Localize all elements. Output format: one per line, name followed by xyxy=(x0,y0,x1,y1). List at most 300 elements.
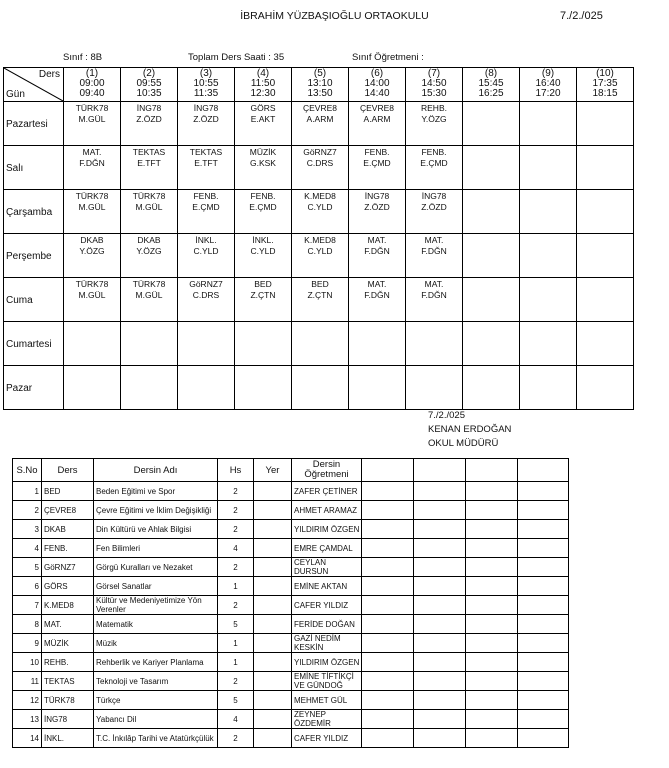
lesson-slot-content xyxy=(406,278,462,321)
day-name: Perşembe xyxy=(6,251,52,262)
lesson-slot xyxy=(349,366,406,410)
empty-cell xyxy=(414,501,466,520)
lesson-slot-content xyxy=(292,366,348,409)
lesson-slot-content xyxy=(406,146,462,189)
empty-cell xyxy=(362,615,414,634)
lesson-teacher: ZAFER ÇETİNER xyxy=(292,482,362,501)
slot-course-code: TEKTAS xyxy=(189,147,223,157)
slot-course-code: MÜZİK xyxy=(249,147,277,157)
empty-cell xyxy=(414,672,466,691)
slot-teacher: A.ARM xyxy=(306,114,334,124)
empty-cell xyxy=(362,520,414,539)
period-number: (10) xyxy=(596,68,614,79)
lesson-slot xyxy=(121,366,178,410)
table-row xyxy=(13,710,569,729)
empty-cell xyxy=(362,634,414,653)
header-empty xyxy=(414,459,466,482)
lesson-code: GÖRS xyxy=(42,577,94,596)
empty-cell xyxy=(466,596,518,615)
lesson-slot xyxy=(349,146,406,190)
lesson-number: 4 xyxy=(13,539,42,558)
lesson-slot-content xyxy=(235,278,291,321)
lesson-teacher: AHMET ARAMAZ xyxy=(292,501,362,520)
lesson-teacher: CEYLAN DURSUN xyxy=(292,558,362,577)
lesson-number: 10 xyxy=(13,653,42,672)
day-row xyxy=(4,190,634,234)
document-date: 7./2./025 xyxy=(560,10,603,22)
lesson-slot xyxy=(577,190,634,234)
header-empty xyxy=(466,459,518,482)
lesson-slot xyxy=(577,278,634,322)
lesson-slot-content xyxy=(64,102,120,145)
signature-date: 7./2./025 xyxy=(428,410,465,421)
lesson-place xyxy=(254,558,292,577)
period-end: 14:40 xyxy=(364,88,390,99)
header-place: Yer xyxy=(254,459,292,482)
day-name-cell xyxy=(4,234,64,278)
slot-teacher: G.KSK xyxy=(250,158,276,168)
lesson-slot xyxy=(178,146,235,190)
lesson-name: Rehberlik ve Kariyer Planlama xyxy=(94,653,218,672)
lesson-slot xyxy=(520,146,577,190)
lesson-slot-content xyxy=(292,146,348,189)
lesson-hours: 1 xyxy=(218,634,254,653)
slot-course-code: İNG78 xyxy=(364,191,390,201)
lesson-slot-content xyxy=(64,234,120,277)
lesson-slot xyxy=(235,102,292,146)
lesson-slot xyxy=(178,102,235,146)
slot-teacher: E.ÇMD xyxy=(363,158,391,168)
lesson-number: 6 xyxy=(13,577,42,596)
lesson-slot xyxy=(64,278,121,322)
day-name-cell xyxy=(4,322,64,366)
total-hours-label: Toplam Ders Saati : 35 xyxy=(188,52,285,63)
empty-cell xyxy=(518,539,569,558)
empty-cell xyxy=(518,501,569,520)
empty-cell xyxy=(362,539,414,558)
principal-name: KENAN ERDOĞAN xyxy=(428,424,512,435)
slot-course-code: FENB. xyxy=(193,191,219,201)
period-cell xyxy=(520,68,576,101)
day-row xyxy=(4,234,634,278)
slot-course-code: TÜRK78 xyxy=(132,191,166,201)
lesson-slot xyxy=(64,190,121,234)
lesson-code: TÜRK78 xyxy=(42,691,94,710)
lesson-slot xyxy=(406,366,463,410)
lesson-slot-content xyxy=(463,234,519,277)
slot-teacher: C.YLD xyxy=(307,202,333,212)
lesson-slot xyxy=(406,278,463,322)
corner-days-label: Gün xyxy=(6,89,25,100)
lesson-slot-content xyxy=(235,366,291,409)
lesson-code: GöRNZ7 xyxy=(42,558,94,577)
period-cell xyxy=(121,68,177,101)
day-name: Pazartesi xyxy=(6,119,48,130)
empty-cell xyxy=(414,596,466,615)
slot-course-code: TÜRK78 xyxy=(75,191,109,201)
lesson-slot xyxy=(577,366,634,410)
day-row xyxy=(4,322,634,366)
lesson-teacher: ZEYNEP ÖZDEMİR xyxy=(292,710,362,729)
lesson-code: BED xyxy=(42,482,94,501)
lesson-code: MÜZİK xyxy=(42,634,94,653)
lesson-name: Yabancı Dil xyxy=(94,710,218,729)
empty-cell xyxy=(414,539,466,558)
slot-teacher: E.TFT xyxy=(137,158,161,168)
empty-cell xyxy=(362,482,414,501)
empty-cell xyxy=(518,691,569,710)
lesson-slot xyxy=(292,234,349,278)
period-start: 10:55 xyxy=(193,78,219,89)
lesson-place xyxy=(254,501,292,520)
empty-cell xyxy=(466,539,518,558)
lesson-hours: 1 xyxy=(218,577,254,596)
day-row xyxy=(4,102,634,146)
lesson-slot xyxy=(349,322,406,366)
timetable-header-row xyxy=(4,68,634,102)
slot-course-code: REHB. xyxy=(421,103,447,113)
lesson-name: T.C. İnkılâp Tarihi ve Atatürkçülük xyxy=(94,729,218,748)
period-cell xyxy=(349,68,405,101)
period-cell xyxy=(235,68,291,101)
empty-cell xyxy=(518,577,569,596)
lesson-slot-content xyxy=(406,234,462,277)
period-number: (6) xyxy=(370,68,384,79)
lesson-slot xyxy=(577,102,634,146)
lesson-slot xyxy=(64,102,121,146)
slot-course-code: FENB. xyxy=(250,191,276,201)
lesson-number: 3 xyxy=(13,520,42,539)
lesson-slot xyxy=(121,190,178,234)
lesson-number: 11 xyxy=(13,672,42,691)
empty-cell xyxy=(414,520,466,539)
slot-course-code: BED xyxy=(254,279,272,289)
period-start: 14:50 xyxy=(421,78,447,89)
empty-cell xyxy=(466,615,518,634)
empty-cell xyxy=(466,482,518,501)
lesson-place xyxy=(254,634,292,653)
empty-cell xyxy=(414,729,466,748)
day-name-cell xyxy=(4,366,64,410)
lesson-name: Matematik xyxy=(94,615,218,634)
slot-teacher: C.YLD xyxy=(250,246,276,256)
lesson-slot xyxy=(64,146,121,190)
empty-cell xyxy=(362,672,414,691)
lesson-slot xyxy=(235,234,292,278)
lesson-slot xyxy=(406,190,463,234)
table-row xyxy=(13,691,569,710)
lesson-slot-content xyxy=(121,322,177,365)
lesson-slot-content xyxy=(121,102,177,145)
lesson-name: Görgü Kuralları ve Nezaket xyxy=(94,558,218,577)
table-row xyxy=(13,634,569,653)
lesson-number: 1 xyxy=(13,482,42,501)
slot-teacher: Z.ÇTN xyxy=(250,290,276,300)
slot-teacher: Z.ÇTN xyxy=(307,290,333,300)
lesson-slot-content xyxy=(349,234,405,277)
lesson-hours: 5 xyxy=(218,615,254,634)
day-cell xyxy=(4,278,63,320)
lesson-code: MAT. xyxy=(42,615,94,634)
period-header xyxy=(235,68,292,102)
day-cell xyxy=(4,366,63,408)
period-end: 11:35 xyxy=(193,88,219,99)
lesson-slot xyxy=(463,322,520,366)
slot-teacher: A.ARM xyxy=(363,114,391,124)
lesson-hours: 2 xyxy=(218,520,254,539)
period-cell xyxy=(463,68,519,101)
day-row xyxy=(4,278,634,322)
timetable-corner xyxy=(4,68,64,102)
lesson-slot-content xyxy=(520,102,576,145)
period-cell xyxy=(577,68,633,101)
lesson-name: Görsel Sanatlar xyxy=(94,577,218,596)
slot-teacher: Z.ÖZD xyxy=(136,114,162,124)
lesson-name: Kültür ve Medeniyetimize Yön Verenler xyxy=(94,596,218,615)
lesson-slot-content xyxy=(64,322,120,365)
slot-teacher: C.DRS xyxy=(306,158,334,168)
lesson-code: ÇEVRE8 xyxy=(42,501,94,520)
empty-cell xyxy=(518,634,569,653)
empty-cell xyxy=(466,729,518,748)
lesson-teacher: EMRE ÇAMDAL xyxy=(292,539,362,558)
period-header xyxy=(463,68,520,102)
lesson-slot-content xyxy=(235,102,291,145)
lesson-teacher: CAFER YILDIZ xyxy=(292,729,362,748)
lesson-slot-content xyxy=(463,322,519,365)
lesson-slot xyxy=(64,322,121,366)
lesson-teacher: GAZİ NEDİM KESKİN xyxy=(292,634,362,653)
lesson-teacher: EMİNE AKTAN xyxy=(292,577,362,596)
period-header xyxy=(577,68,634,102)
lesson-slot xyxy=(520,278,577,322)
lesson-slot-content xyxy=(235,322,291,365)
lesson-teacher: EMİNE TİFTİKÇİ VE GÜNDOĞ xyxy=(292,672,362,691)
empty-cell xyxy=(362,596,414,615)
day-name-cell xyxy=(4,146,64,190)
slot-course-code: BED xyxy=(311,279,329,289)
period-number: (7) xyxy=(427,68,441,79)
slot-course-code: ÇEVRE8 xyxy=(359,103,394,113)
period-header xyxy=(121,68,178,102)
slot-teacher: E.ÇMD xyxy=(249,202,277,212)
slot-teacher: Y.ÖZG xyxy=(421,114,447,124)
lesson-slot xyxy=(520,366,577,410)
slot-teacher: E.TFT xyxy=(194,158,218,168)
lesson-slot-content xyxy=(121,366,177,409)
empty-cell xyxy=(466,501,518,520)
empty-cell xyxy=(414,558,466,577)
lesson-slot xyxy=(64,234,121,278)
slot-teacher: Z.ÖZD xyxy=(364,202,390,212)
slot-teacher: C.YLD xyxy=(307,246,333,256)
slot-teacher: M.GÜL xyxy=(78,114,106,124)
day-name-cell xyxy=(4,102,64,146)
empty-cell xyxy=(466,520,518,539)
lesson-name: Müzik xyxy=(94,634,218,653)
lesson-slot xyxy=(463,146,520,190)
empty-cell xyxy=(466,710,518,729)
lesson-name: Türkçe xyxy=(94,691,218,710)
empty-cell xyxy=(414,615,466,634)
table-row xyxy=(13,596,569,615)
period-start: 17:35 xyxy=(592,78,618,89)
lesson-hours: 2 xyxy=(218,596,254,615)
slot-teacher: F.DĞN xyxy=(79,158,105,168)
period-start: 15:45 xyxy=(478,78,504,89)
slot-course-code: İNG78 xyxy=(136,103,162,113)
lesson-slot-content xyxy=(121,278,177,321)
lesson-slot-content xyxy=(292,234,348,277)
day-name-cell xyxy=(4,278,64,322)
period-cell xyxy=(178,68,234,101)
period-end: 18:15 xyxy=(592,88,618,99)
lesson-slot xyxy=(64,366,121,410)
slot-course-code: GöRNZ7 xyxy=(303,147,337,157)
period-cell xyxy=(64,68,120,101)
slot-teacher: F.DĞN xyxy=(364,290,390,300)
lesson-slot-content xyxy=(463,278,519,321)
lesson-slot xyxy=(178,234,235,278)
lesson-teacher: MEHMET GÜL xyxy=(292,691,362,710)
lesson-place xyxy=(254,691,292,710)
table-row xyxy=(13,482,569,501)
empty-cell xyxy=(466,672,518,691)
lesson-number: 7 xyxy=(13,596,42,615)
lesson-slot-content xyxy=(292,278,348,321)
period-number: (5) xyxy=(313,68,327,79)
lesson-place xyxy=(254,615,292,634)
lesson-number: 9 xyxy=(13,634,42,653)
slot-course-code: FENB. xyxy=(364,147,390,157)
period-number: (8) xyxy=(484,68,498,79)
lesson-hours: 2 xyxy=(218,729,254,748)
slot-teacher: Z.ÖZD xyxy=(421,202,447,212)
table-row xyxy=(13,653,569,672)
school-name: İBRAHİM YÜZBAŞIOĞLU ORTAOKULU xyxy=(240,10,429,22)
period-start: 09:00 xyxy=(79,78,105,89)
lesson-slot xyxy=(577,322,634,366)
period-start: 11:50 xyxy=(250,78,276,89)
lesson-slot-content xyxy=(178,366,234,409)
lesson-slot xyxy=(349,234,406,278)
slot-course-code: K.MED8 xyxy=(304,235,336,245)
lesson-slot-content xyxy=(64,146,120,189)
lesson-place xyxy=(254,672,292,691)
slot-teacher: M.GÜL xyxy=(78,202,106,212)
lesson-slot-content xyxy=(463,146,519,189)
slot-course-code: GöRNZ7 xyxy=(189,279,223,289)
lesson-name: Beden Eğitimi ve Spor xyxy=(94,482,218,501)
empty-cell xyxy=(518,710,569,729)
lesson-slot-content xyxy=(463,102,519,145)
slot-course-code: İNG78 xyxy=(421,191,447,201)
period-start: 14:00 xyxy=(364,78,390,89)
lesson-teacher: CAFER YILDIZ xyxy=(292,596,362,615)
period-start: 13:10 xyxy=(307,78,333,89)
slot-course-code: ÇEVRE8 xyxy=(302,103,337,113)
header-sno: S.No xyxy=(13,459,42,482)
empty-cell xyxy=(518,672,569,691)
day-cell xyxy=(4,322,63,364)
header-empty xyxy=(518,459,569,482)
lesson-slot xyxy=(235,146,292,190)
lesson-slot-content xyxy=(406,190,462,233)
slot-course-code: İNG78 xyxy=(193,103,219,113)
lesson-place xyxy=(254,482,292,501)
day-row xyxy=(4,366,634,410)
day-cell xyxy=(4,190,63,232)
lesson-slot-content xyxy=(577,322,633,365)
period-number: (2) xyxy=(142,68,156,79)
lesson-slot-content xyxy=(235,190,291,233)
lesson-slot xyxy=(178,190,235,234)
lesson-slot xyxy=(349,102,406,146)
lesson-slot xyxy=(349,190,406,234)
period-header xyxy=(178,68,235,102)
lesson-hours: 5 xyxy=(218,691,254,710)
lesson-code: FENB. xyxy=(42,539,94,558)
empty-cell xyxy=(362,691,414,710)
day-cell xyxy=(4,234,63,276)
lesson-hours: 2 xyxy=(218,501,254,520)
lesson-slot xyxy=(178,322,235,366)
lessons-header-row xyxy=(13,459,569,482)
lesson-slot-content xyxy=(121,146,177,189)
lesson-place xyxy=(254,539,292,558)
empty-cell xyxy=(466,634,518,653)
lesson-slot xyxy=(292,190,349,234)
slot-teacher: F.DĞN xyxy=(421,290,447,300)
lesson-place xyxy=(254,710,292,729)
lesson-slot xyxy=(121,278,178,322)
lesson-slot-content xyxy=(577,102,633,145)
empty-cell xyxy=(414,691,466,710)
lessons-table xyxy=(12,458,569,748)
lesson-slot xyxy=(178,278,235,322)
slot-course-code: MAT. xyxy=(82,147,102,157)
lesson-code: TEKTAS xyxy=(42,672,94,691)
lesson-slot xyxy=(121,146,178,190)
slot-teacher: C.DRS xyxy=(192,290,220,300)
lesson-name: Din Kültürü ve Ahlak Bilgisi xyxy=(94,520,218,539)
table-row xyxy=(13,558,569,577)
lesson-slot-content xyxy=(292,102,348,145)
lesson-slot xyxy=(520,234,577,278)
empty-cell xyxy=(466,653,518,672)
lesson-hours: 2 xyxy=(218,672,254,691)
period-end: 10:35 xyxy=(136,88,162,99)
period-header xyxy=(520,68,577,102)
slot-teacher: F.DĞN xyxy=(421,246,447,256)
lesson-number: 2 xyxy=(13,501,42,520)
lesson-slot-content xyxy=(349,366,405,409)
lesson-place xyxy=(254,577,292,596)
slot-teacher: E.AKT xyxy=(250,114,276,124)
lesson-slot xyxy=(520,322,577,366)
header-hours: Hs xyxy=(218,459,254,482)
empty-cell xyxy=(414,577,466,596)
day-name-cell xyxy=(4,190,64,234)
lesson-slot-content xyxy=(463,190,519,233)
lesson-place xyxy=(254,520,292,539)
empty-cell xyxy=(414,634,466,653)
period-number: (3) xyxy=(199,68,213,79)
empty-cell xyxy=(466,558,518,577)
lesson-slot xyxy=(406,102,463,146)
lesson-slot-content xyxy=(178,146,234,189)
table-row xyxy=(13,577,569,596)
